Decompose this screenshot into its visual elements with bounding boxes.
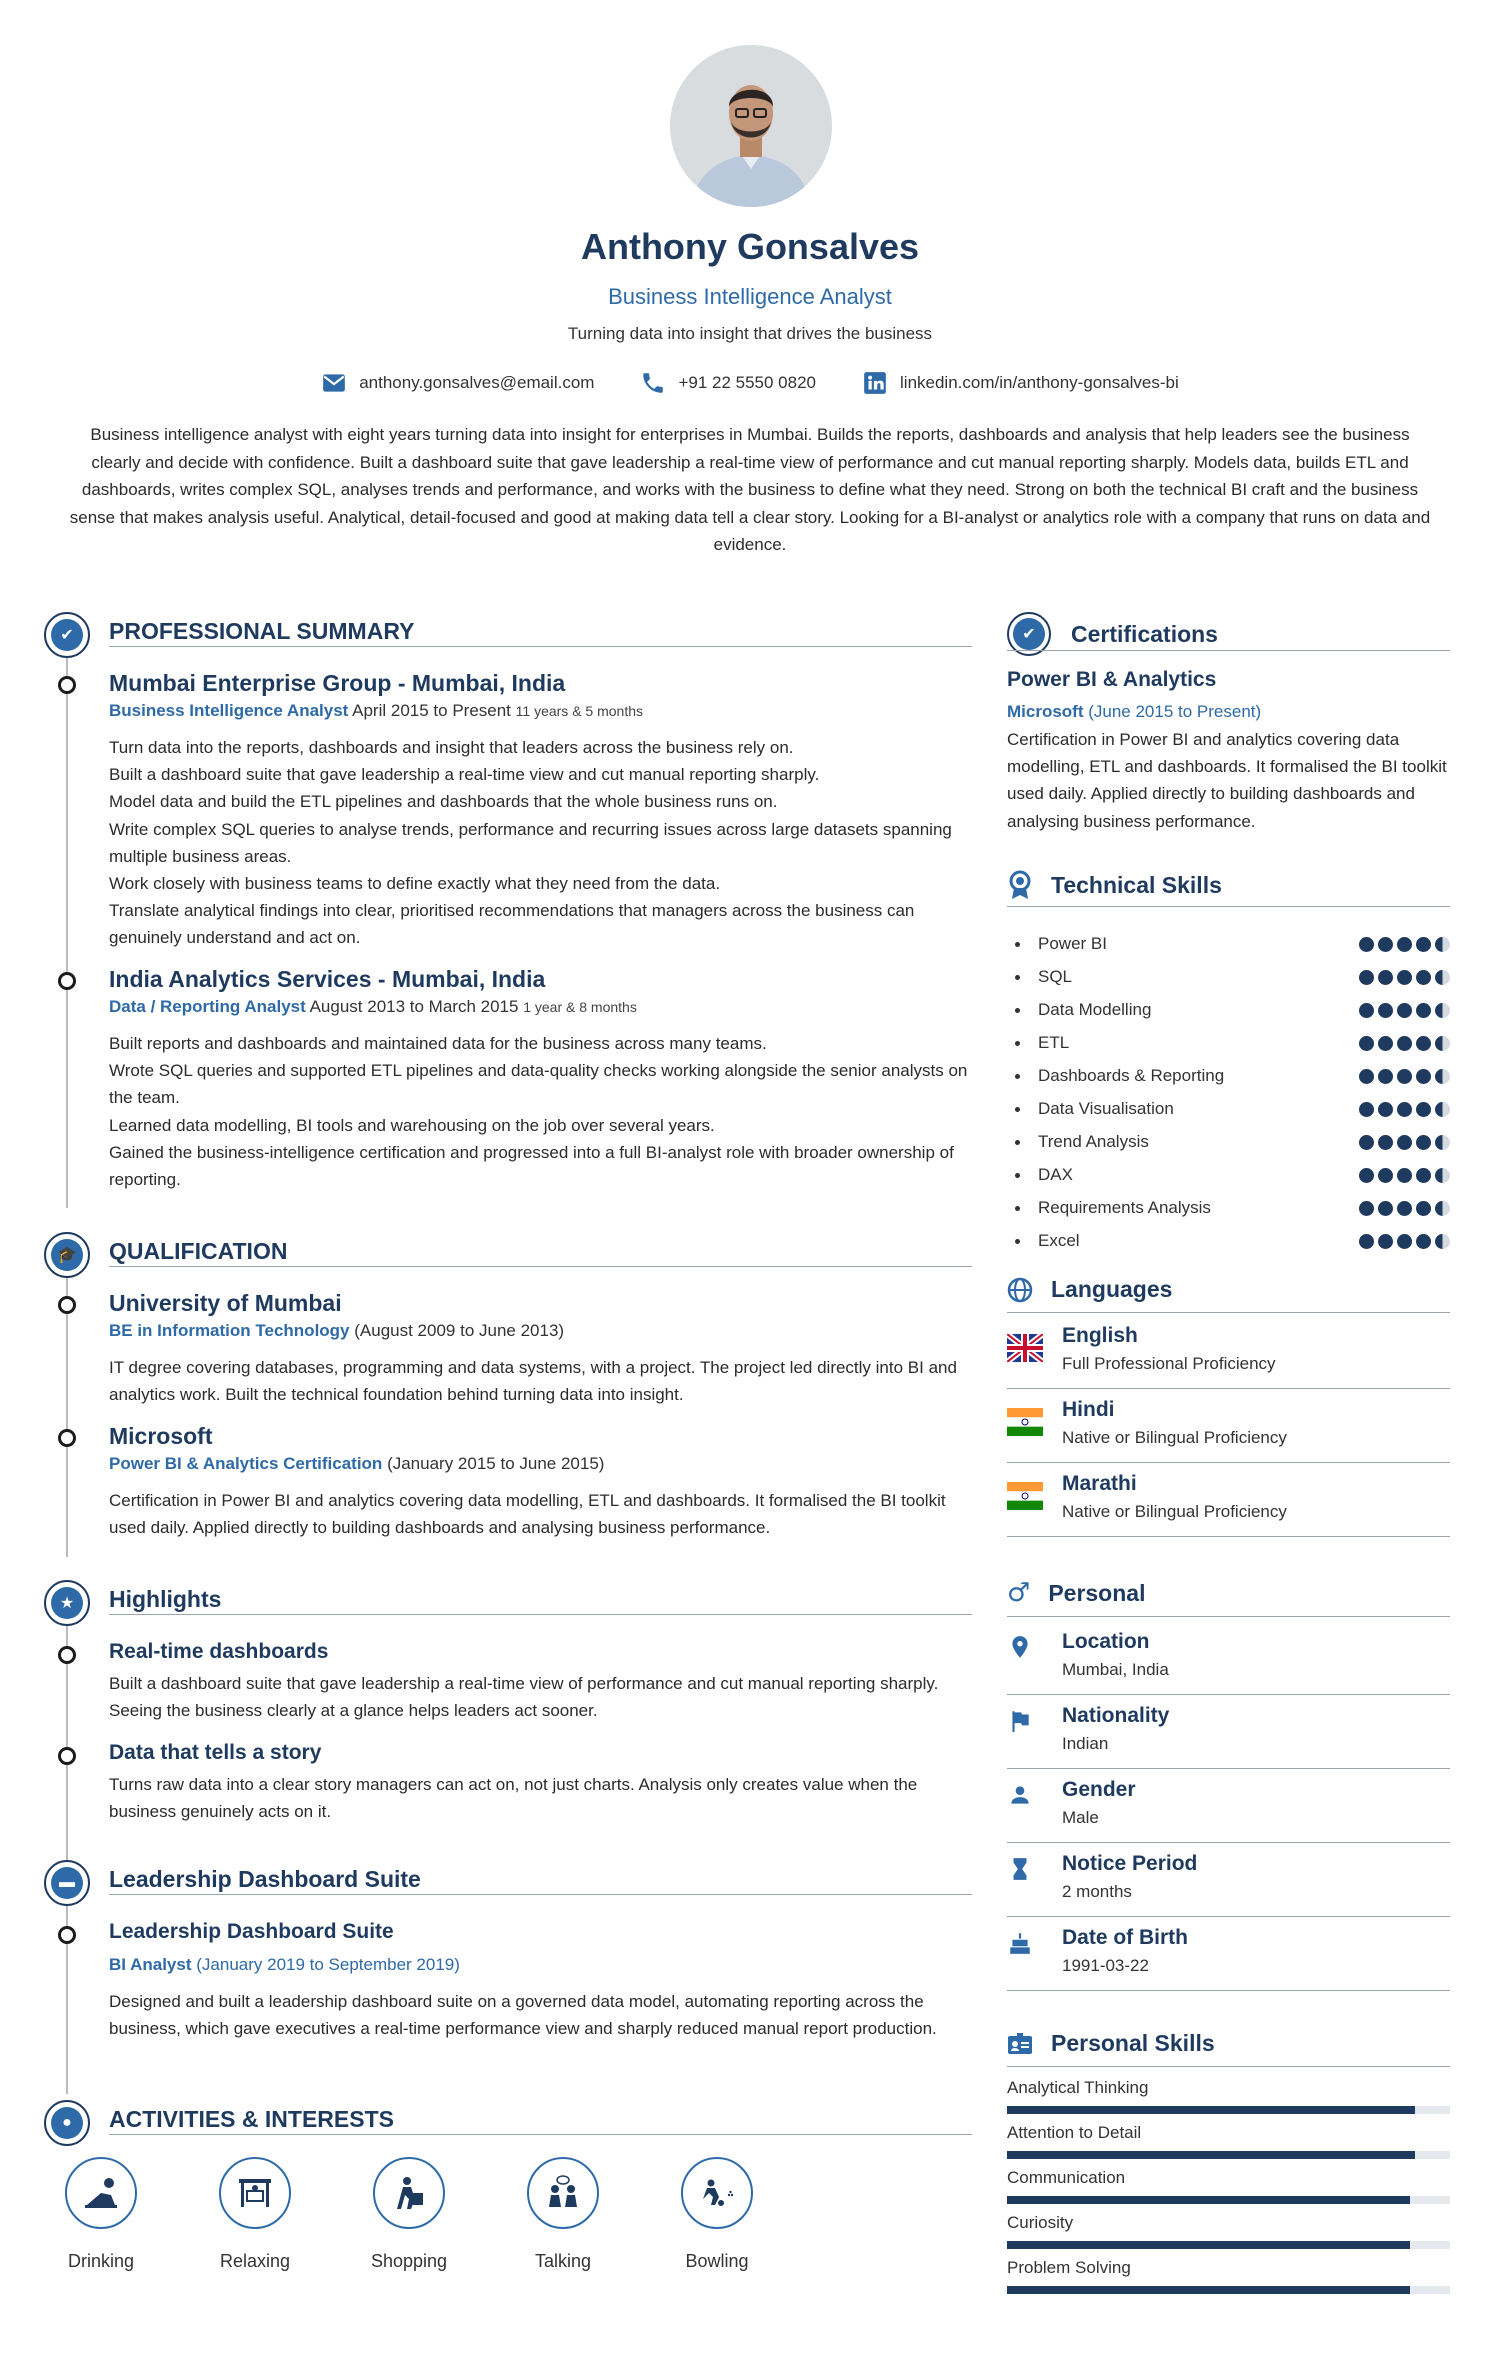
- verified-badge-icon: ✔: [44, 612, 90, 658]
- job-duration: 1 year & 8 months: [523, 999, 637, 1015]
- globe-icon: [1007, 1277, 1033, 1303]
- highlight-title: Data that tells a story: [109, 1741, 322, 1764]
- technical-skill-name: DAX: [1038, 1165, 1073, 1184]
- section-divider: [1007, 650, 1450, 651]
- section-divider: [109, 1266, 972, 1267]
- personal-divider: [1007, 1694, 1450, 1695]
- personal-label: Notice Period: [1062, 1852, 1198, 1875]
- job-entry: [109, 668, 971, 952]
- section-personal-header: [1007, 1578, 1450, 1608]
- rating-dot: [1397, 1135, 1412, 1150]
- personal-skill-item: [1007, 2123, 1450, 2143]
- rating-dot: [1397, 1003, 1412, 1018]
- section-title: Certifications: [1071, 620, 1218, 647]
- certificate-badge-icon: ✔: [1007, 612, 1051, 656]
- rating-dot: [1416, 970, 1431, 985]
- highlight-entry: [109, 1739, 971, 1825]
- skill-rating: [1359, 1201, 1450, 1216]
- technical-skill-name: SQL: [1038, 967, 1073, 986]
- activity-item: [218, 2157, 292, 2272]
- education-degree: Power BI & Analytics Certification: [109, 1454, 383, 1473]
- activity-label: Talking: [534, 2251, 592, 2271]
- bullet-icon: [1015, 975, 1020, 980]
- bullet-icon: [1015, 1008, 1020, 1013]
- award-ribbon-icon: [1007, 870, 1033, 900]
- rating-dot: [1416, 1069, 1431, 1084]
- hourglass-icon: [1007, 1856, 1033, 1882]
- certification-issuer: Microsoft: [1007, 702, 1084, 721]
- personal-skill-item: [1007, 2258, 1450, 2278]
- skill-bar-fill: [1007, 2151, 1415, 2159]
- skill-rating: [1359, 1036, 1450, 1051]
- job-line: Turn data into the reports, dashboards and insight that leaders across the business rely on.: [109, 738, 794, 757]
- section-title: Personal: [1048, 1579, 1146, 1606]
- drinking-icon: [65, 2157, 137, 2229]
- job-line: Work closely with business teams to define exactly what they need from the data.: [109, 874, 721, 894]
- technical-skill-name: Dashboards & Reporting: [1038, 1066, 1225, 1085]
- job-company: Mumbai Enterprise Group - Mumbai, India: [109, 670, 566, 696]
- technical-skill-name: Excel: [1038, 1231, 1080, 1250]
- section-title: ACTIVITIES & INTERESTS: [109, 2106, 394, 2132]
- skill-rating: [1359, 1234, 1450, 1249]
- rating-dot: [1378, 1168, 1393, 1183]
- education-institution: Microsoft: [109, 1423, 213, 1449]
- language-name: Hindi: [1062, 1398, 1115, 1421]
- rating-dot: [1397, 1102, 1412, 1117]
- job-duration: 11 years & 5 months: [515, 703, 644, 719]
- language-name: Marathi: [1062, 1472, 1137, 1495]
- highlight-entry: [109, 1638, 971, 1724]
- section-divider: [1007, 906, 1450, 907]
- rating-dot: [1397, 1168, 1412, 1183]
- skill-bar-fill: [1007, 2241, 1410, 2249]
- job-entry: [109, 964, 971, 1193]
- personal-value: Indian: [1062, 1734, 1109, 1753]
- project-description: Designed and built a leadership dashboard suite on a governed data model, automating reporting across the business, which gave executives a real-time performance view and sharply reduced manual report production.: [109, 1992, 937, 2039]
- activity-item: [526, 2157, 600, 2272]
- bullet-icon: [1015, 1173, 1020, 1178]
- rating-dot: [1416, 1003, 1431, 1018]
- certification-meta: [1007, 702, 1450, 722]
- male-symbol-icon: ♂: [1007, 1578, 1031, 1608]
- activity-item: [680, 2157, 754, 2272]
- project-name: Leadership Dashboard Suite: [109, 1920, 394, 1943]
- timeline-dot: [58, 1747, 76, 1765]
- personal-label: Location: [1062, 1630, 1150, 1653]
- section-title: Leadership Dashboard Suite: [109, 1866, 421, 1892]
- job-dates: April 2015 to Present: [352, 701, 511, 720]
- phone-icon: [640, 370, 666, 396]
- palette-icon: ●: [44, 2100, 90, 2146]
- section-title: Highlights: [109, 1586, 222, 1612]
- education-dates: (August 2009 to June 2013): [354, 1321, 565, 1340]
- personal-value: Mumbai, India: [1062, 1660, 1169, 1679]
- education-entry: [109, 1288, 971, 1408]
- timeline-dot: [58, 1429, 76, 1447]
- rating-dot: [1435, 970, 1450, 985]
- language-divider: [1007, 1462, 1450, 1463]
- linkedin-text[interactable]: linkedin.com/in/anthony-gonsalves-bi: [900, 373, 1179, 392]
- personal-skill-item: [1007, 2213, 1450, 2233]
- rating-dot: [1435, 1003, 1450, 1018]
- section-title: PROFESSIONAL SUMMARY: [109, 618, 415, 644]
- rating-dot: [1359, 937, 1374, 952]
- bullet-icon: [1015, 1140, 1020, 1145]
- highlight-description: Built a dashboard suite that gave leadership a real-time view of performance and cut manual reporting sharply. Seeing the business clearly at a glance helps leaders act sooner.: [109, 1674, 939, 1721]
- technical-skill-name: Requirements Analysis: [1038, 1198, 1211, 1217]
- education-degree: BE in Information Technology: [109, 1321, 350, 1340]
- rating-dot: [1397, 970, 1412, 985]
- skill-bar-track: [1007, 2196, 1450, 2204]
- rating-dot: [1416, 1102, 1431, 1117]
- section-divider: [109, 1894, 972, 1895]
- rating-dot: [1359, 1003, 1374, 1018]
- highlight-description: Turns raw data into a clear story managers can act on, not just charts. Analysis only creates value when the business genuinely acts on it.: [109, 1775, 918, 1822]
- project-dates: (January 2019 to September 2019): [196, 1955, 460, 1974]
- technical-skill-name: Trend Analysis: [1038, 1132, 1149, 1151]
- graduation-cap-icon: 🎓: [44, 1232, 90, 1278]
- project-entry: [109, 1918, 971, 2042]
- section-title: Personal Skills: [1051, 2030, 1215, 2056]
- technical-skill-name: Power BI: [1038, 934, 1107, 953]
- education-meta: [109, 1318, 971, 1344]
- rating-dot: [1378, 1069, 1393, 1084]
- cake-icon: [1007, 1930, 1033, 1956]
- section-project-header: [44, 1860, 972, 1906]
- timeline-dot: [58, 1646, 76, 1664]
- education-entry: [109, 1421, 971, 1541]
- rating-dot: [1378, 1102, 1393, 1117]
- skill-bar-track: [1007, 2106, 1450, 2114]
- skill-bar-fill: [1007, 2106, 1415, 2114]
- personal-skill-name: Attention to Detail: [1007, 2123, 1142, 2142]
- rating-dot: [1359, 1234, 1374, 1249]
- personal-skill-name: Problem Solving: [1007, 2258, 1131, 2277]
- bullet-icon: [1015, 1041, 1020, 1046]
- job-role: Business Intelligence Analyst: [109, 701, 349, 720]
- personal-skill-name: Communication: [1007, 2168, 1126, 2187]
- skill-rating: [1359, 1168, 1450, 1183]
- rating-dot: [1416, 1201, 1431, 1216]
- job-description: [109, 1030, 971, 1193]
- rating-dot: [1397, 937, 1412, 952]
- language-divider: [1007, 1536, 1450, 1537]
- technical-skill-name: Data Modelling: [1038, 1000, 1152, 1019]
- personal-skill-item: [1007, 2168, 1450, 2188]
- section-technical-skills-header: [1007, 870, 1450, 900]
- job-role: Data / Reporting Analyst: [109, 997, 306, 1016]
- location-pin-icon: [1007, 1634, 1033, 1660]
- language-level: Native or Bilingual Proficiency: [1062, 1502, 1287, 1521]
- job-line: Translate analytical findings into clear, prioritised recommendations that managers across the business can genuinely understand and act on.: [109, 901, 915, 948]
- section-experience-header: [44, 612, 972, 658]
- skill-bar-track: [1007, 2241, 1450, 2249]
- job-line: Write complex SQL queries to analyse trends, performance and recurring issues across large datasets spanning multiple business areas.: [109, 819, 952, 866]
- technical-skill-item: [1007, 1000, 1450, 1020]
- project-meta: [109, 1952, 971, 1978]
- education-institution: University of Mumbai: [109, 1290, 342, 1316]
- rating-dot: [1435, 1234, 1450, 1249]
- timeline-line: [66, 658, 68, 1208]
- rating-dot: [1397, 1201, 1412, 1216]
- rating-dot: [1397, 1036, 1412, 1051]
- technical-skill-item: [1007, 1231, 1450, 1251]
- certification-description: Certification in Power BI and analytics covering data modelling, ETL and dashboards. It formalised the BI toolkit used daily. Applied directly to building dashboards and analysing business performance.: [1007, 730, 1447, 831]
- shopping-icon: [373, 2157, 445, 2229]
- rating-dot: [1435, 1036, 1450, 1051]
- india-flag-icon: [1007, 1482, 1043, 1510]
- language-divider: [1007, 1388, 1450, 1389]
- rating-dot: [1416, 1168, 1431, 1183]
- section-highlights-header: [44, 1580, 972, 1626]
- technical-skill-item: [1007, 1099, 1450, 1119]
- contact-phone[interactable]: [640, 370, 816, 396]
- skill-rating: [1359, 1003, 1450, 1018]
- section-divider: [109, 1614, 972, 1615]
- technical-skill-item: [1007, 1198, 1450, 1218]
- section-divider: [1007, 1312, 1450, 1313]
- highlight-title: Real-time dashboards: [109, 1640, 329, 1663]
- bullet-icon: [1015, 1074, 1020, 1079]
- section-title: Technical Skills: [1051, 871, 1222, 898]
- technical-skill-item: [1007, 1132, 1450, 1152]
- certification-name: Power BI & Analytics: [1007, 668, 1217, 691]
- language-level: Native or Bilingual Proficiency: [1062, 1428, 1287, 1447]
- personal-value: 2 months: [1062, 1882, 1132, 1901]
- language-name: English: [1062, 1324, 1138, 1347]
- folder-icon: ▬: [44, 1860, 90, 1906]
- technical-skill-name: Data Visualisation: [1038, 1099, 1174, 1118]
- skill-rating: [1359, 970, 1450, 985]
- rating-dot: [1378, 1234, 1393, 1249]
- rating-dot: [1378, 937, 1393, 952]
- job-description: [109, 734, 971, 952]
- timeline-line: [66, 1277, 68, 1557]
- talking-icon: [527, 2157, 599, 2229]
- skill-rating: [1359, 1069, 1450, 1084]
- rating-dot: [1435, 1069, 1450, 1084]
- section-activities-header: [44, 2100, 972, 2146]
- job-line: Wrote SQL queries and supported ETL pipelines and data-quality checks working alongside the senior analysts on the team.: [109, 1061, 968, 1108]
- personal-divider: [1007, 1768, 1450, 1769]
- language-level: Full Professional Proficiency: [1062, 1354, 1276, 1373]
- rating-dot: [1378, 970, 1393, 985]
- job-line: Built a dashboard suite that gave leadership a real-time view and cut manual reporting sharply.: [109, 765, 820, 785]
- activities-list: [64, 2157, 754, 2272]
- education-dates: (January 2015 to June 2015): [387, 1454, 605, 1473]
- rating-dot: [1359, 1201, 1374, 1216]
- rating-dot: [1359, 1036, 1374, 1051]
- profile-summary: Business intelligence analyst with eight years turning data into insight for enterprises in Mumbai. Builds the reports, dashboards and analysis that help leaders see the business clearly and decide with confidence. Built a dashboard suite that gave leadership a real-time view of performance and cut manual reporting sharply. Models data, builds ETL and dashboards, writes complex SQL, analyses trends and performance, and works with the business to define what they need. Strong on both the technical BI craft and the business sense that makes analysis useful. Analytical, detail-focused and good at making data tell a clear story. Looking for a BI-analyst or analytics role with a company that runs on data and evidence.: [69, 425, 1431, 554]
- rating-dot: [1397, 1234, 1412, 1249]
- bullet-icon: [1015, 1107, 1020, 1112]
- timeline-dot: [58, 972, 76, 990]
- technical-skill-item: [1007, 1033, 1450, 1053]
- personal-skill-name: Analytical Thinking: [1007, 2078, 1149, 2097]
- rating-dot: [1416, 937, 1431, 952]
- contact-linkedin[interactable]: [862, 370, 1179, 396]
- rating-dot: [1435, 1102, 1450, 1117]
- technical-skill-item: [1007, 1066, 1450, 1086]
- rating-dot: [1378, 1003, 1393, 1018]
- activity-label: Bowling: [685, 2251, 749, 2271]
- personal-label: Date of Birth: [1062, 1926, 1188, 1949]
- rating-dot: [1378, 1036, 1393, 1051]
- education-description: Certification in Power BI and analytics covering data modelling, ETL and dashboards. It formalised the BI toolkit used daily. Applied directly to building dashboards and analysing business performance.: [109, 1491, 946, 1538]
- timeline-dot: [58, 1926, 76, 1944]
- activity-label: Shopping: [370, 2251, 448, 2271]
- education-meta: [109, 1451, 971, 1477]
- technical-skill-name: ETL: [1038, 1033, 1070, 1052]
- timeline-dot: [58, 1296, 76, 1314]
- section-divider: [109, 2134, 972, 2135]
- technical-skill-item: [1007, 934, 1450, 954]
- job-line: Built reports and dashboards and maintained data for the business across many teams.: [109, 1034, 767, 1053]
- job-meta: [109, 994, 971, 1020]
- personal-skill-item: [1007, 2078, 1450, 2098]
- section-divider: [1007, 2066, 1450, 2067]
- personal-divider: [1007, 1842, 1450, 1843]
- job-line: Gained the business-intelligence certification and progressed into a full BI-analyst role with broader ownership of reporting.: [109, 1142, 954, 1190]
- technical-skill-item: [1007, 1165, 1450, 1185]
- bowling-icon: [681, 2157, 753, 2229]
- job-line: Learned data modelling, BI tools and warehousing on the job over several years.: [109, 1115, 715, 1135]
- job-meta: [109, 698, 971, 724]
- activity-label: Drinking: [67, 2251, 135, 2271]
- personal-divider: [1007, 1990, 1450, 1991]
- section-title: QUALIFICATION: [109, 1238, 288, 1264]
- section-languages-header: [1007, 1276, 1450, 1303]
- technical-skill-item: [1007, 967, 1450, 987]
- skill-rating: [1359, 937, 1450, 952]
- skill-bar-track: [1007, 2286, 1450, 2294]
- project-role: BI Analyst: [109, 1955, 192, 1974]
- bullet-icon: [1015, 1239, 1020, 1244]
- skill-bar-track: [1007, 2151, 1450, 2159]
- rating-dot: [1378, 1135, 1393, 1150]
- rating-dot: [1359, 1135, 1374, 1150]
- relaxing-icon: [219, 2157, 291, 2229]
- candidate-name: Anthony Gonsalves: [580, 226, 920, 267]
- activity-item: [64, 2157, 138, 2272]
- personal-skill-name: Curiosity: [1007, 2213, 1074, 2232]
- rating-dot: [1359, 970, 1374, 985]
- contact-bar: [0, 370, 1500, 396]
- education-description: IT degree covering databases, programming and data systems, with a project. The project led directly into BI and analytics work. Built the technical foundation behind turning data into insight.: [109, 1358, 957, 1405]
- personal-label: Gender: [1062, 1778, 1136, 1801]
- personal-divider: [1007, 1916, 1450, 1917]
- linkedin-icon: [862, 370, 888, 396]
- rating-dot: [1416, 1135, 1431, 1150]
- rating-dot: [1397, 1069, 1412, 1084]
- rating-dot: [1359, 1102, 1374, 1117]
- person-icon: [1007, 1782, 1033, 1808]
- certification-entry: [1007, 668, 1450, 835]
- section-qualification-header: [44, 1232, 972, 1278]
- bullet-icon: [1015, 942, 1020, 947]
- rating-dot: [1435, 937, 1450, 952]
- contact-email[interactable]: [321, 370, 594, 396]
- job-line: Model data and build the ETL pipelines and dashboards that the whole business runs on.: [109, 792, 778, 812]
- india-flag-icon: [1007, 1408, 1043, 1436]
- activity-label: Relaxing: [219, 2251, 291, 2271]
- job-title: Business Intelligence Analyst: [608, 284, 892, 309]
- timeline-dot: [58, 676, 76, 694]
- skill-bar-fill: [1007, 2286, 1410, 2294]
- rating-dot: [1359, 1168, 1374, 1183]
- rating-dot: [1416, 1036, 1431, 1051]
- certification-dates: (June 2015 to Present): [1088, 702, 1262, 721]
- id-card-icon: [1007, 2032, 1033, 2056]
- email-icon: [321, 370, 347, 396]
- profile-photo: [670, 45, 832, 207]
- rating-dot: [1378, 1201, 1393, 1216]
- personal-value: Male: [1062, 1808, 1099, 1827]
- section-divider: [1007, 1616, 1450, 1617]
- star-badge-icon: ★: [44, 1580, 90, 1626]
- personal-label: Nationality: [1062, 1704, 1170, 1727]
- personal-value: 1991-03-22: [1062, 1956, 1149, 1975]
- email-text[interactable]: anthony.gonsalves@email.com: [359, 373, 595, 392]
- rating-dot: [1435, 1201, 1450, 1216]
- tagline: Turning data into insight that drives the business: [567, 324, 933, 343]
- job-company: India Analytics Services - Mumbai, India: [109, 966, 546, 992]
- rating-dot: [1435, 1168, 1450, 1183]
- uk-flag-icon: [1007, 1334, 1043, 1362]
- skill-bar-fill: [1007, 2196, 1410, 2204]
- rating-dot: [1435, 1135, 1450, 1150]
- section-divider: [109, 646, 972, 647]
- section-personal-skills-header: [1007, 2030, 1450, 2057]
- skill-rating: [1359, 1102, 1450, 1117]
- job-dates: August 2013 to March 2015: [309, 997, 519, 1016]
- skill-rating: [1359, 1135, 1450, 1150]
- flag-icon: [1007, 1708, 1033, 1734]
- activity-item: [372, 2157, 446, 2272]
- bullet-icon: [1015, 1206, 1020, 1211]
- rating-dot: [1359, 1069, 1374, 1084]
- section-title: Languages: [1051, 1276, 1173, 1302]
- rating-dot: [1416, 1234, 1431, 1249]
- phone-text[interactable]: +91 22 5550 0820: [678, 373, 817, 392]
